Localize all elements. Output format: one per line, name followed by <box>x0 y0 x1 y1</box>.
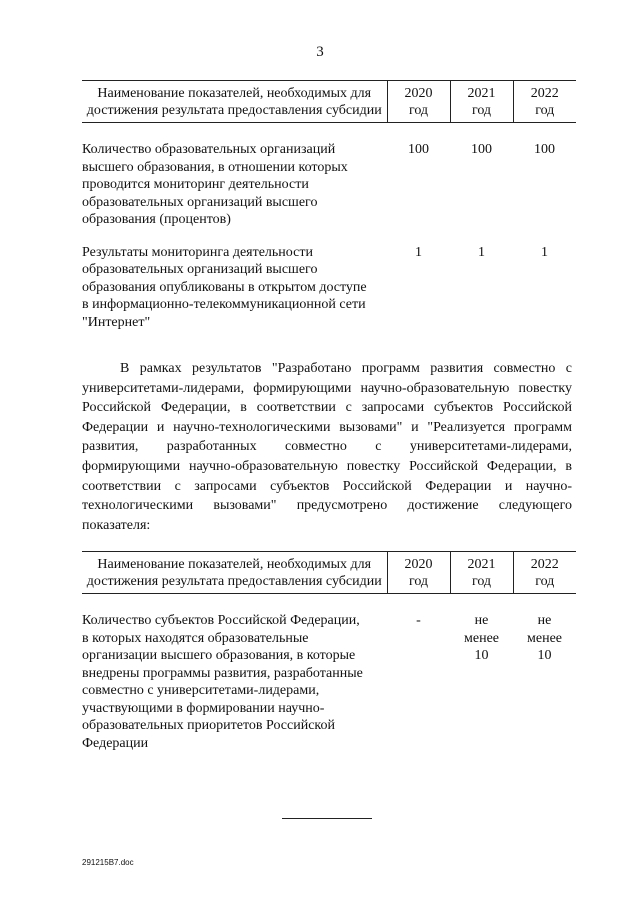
table-header-row <box>82 81 576 123</box>
year-unit: год <box>408 574 429 589</box>
value-2021: 1 <box>478 244 485 260</box>
table-header-row <box>82 552 576 594</box>
header-year-2021 <box>450 81 513 123</box>
year-label: 2021 <box>467 557 496 572</box>
value-2021: не менее 10 <box>464 613 499 663</box>
value-2022: не менее 10 <box>527 613 562 663</box>
year-unit: год <box>535 103 555 118</box>
header-year-2020 <box>387 81 450 123</box>
header-indicator-name: Наименование показателей, необходимых для достижения результата предоставления субсидии <box>82 552 387 594</box>
indicator-name: Результаты мониторинга деятельности образовательных организаций высшего образования опубликованы в открытом доступе в информационно-телекоммуникационной сети "Интернет" <box>82 244 367 330</box>
year-label: 2020 <box>404 86 433 101</box>
header-year-2021 <box>450 552 513 594</box>
year-unit: год <box>408 103 429 118</box>
header-indicator-name: Наименование показателей, необходимых для достижения результата предоставления субсидии <box>82 81 387 123</box>
header-year-2022 <box>513 81 576 123</box>
indicator-name: Количество субъектов Российской Федерации, в которых находятся образовательные организации высшего образования, в которые внедрены программы развития, разработанные совместно с университетами-лидерами, участвующими в формировании научно-образовательных приоритетов Российской Федерации <box>82 613 363 751</box>
header-year-2022 <box>513 552 576 594</box>
signature-divider <box>282 818 372 819</box>
page-number: 3 <box>316 44 324 60</box>
table-row <box>82 123 576 229</box>
year-label: 2020 <box>404 557 433 572</box>
year-label: 2022 <box>530 86 559 101</box>
value-2020: 100 <box>408 142 429 157</box>
year-unit: год <box>471 103 492 118</box>
year-unit: год <box>535 574 555 589</box>
year-unit: год <box>471 574 492 589</box>
indicators-table-2 <box>82 551 576 752</box>
value-2022: 1 <box>541 244 548 260</box>
header-year-2020 <box>387 552 450 594</box>
value-2022: 100 <box>534 142 555 157</box>
value-2020: - <box>416 613 421 628</box>
indicator-name: Количество образовательных организаций высшего образования, в отношении которых проводится мониторинг деятельности образовательных организаций высшего образования (процентов) <box>82 142 348 227</box>
year-label: 2021 <box>467 86 496 101</box>
body-paragraph: В рамках результатов "Разработано программ развития совместно с университетами-лидерами, формирующими научно-образовательную повестку Российской Федерации, в соответствии с запросами субъектов Российской Федерации и научно-технологическими вызовами" и "Реализуется программ развития, разработанных совместно с университетами-лидерами, формирующими научно-образовательную повестку Российской Федерации, в соответствии с запросами субъектов Российской Федерации и научно-технологическими вызовами" предусмотрено достижение следующего показателя: <box>82 361 572 533</box>
year-label: 2022 <box>530 557 559 572</box>
value-2020: 1 <box>415 244 422 260</box>
indicators-table-1 <box>82 80 576 331</box>
document-code: 291215B7.doc <box>82 858 134 867</box>
table-row <box>82 594 576 753</box>
table-row <box>82 229 576 332</box>
value-2021: 100 <box>471 142 492 157</box>
